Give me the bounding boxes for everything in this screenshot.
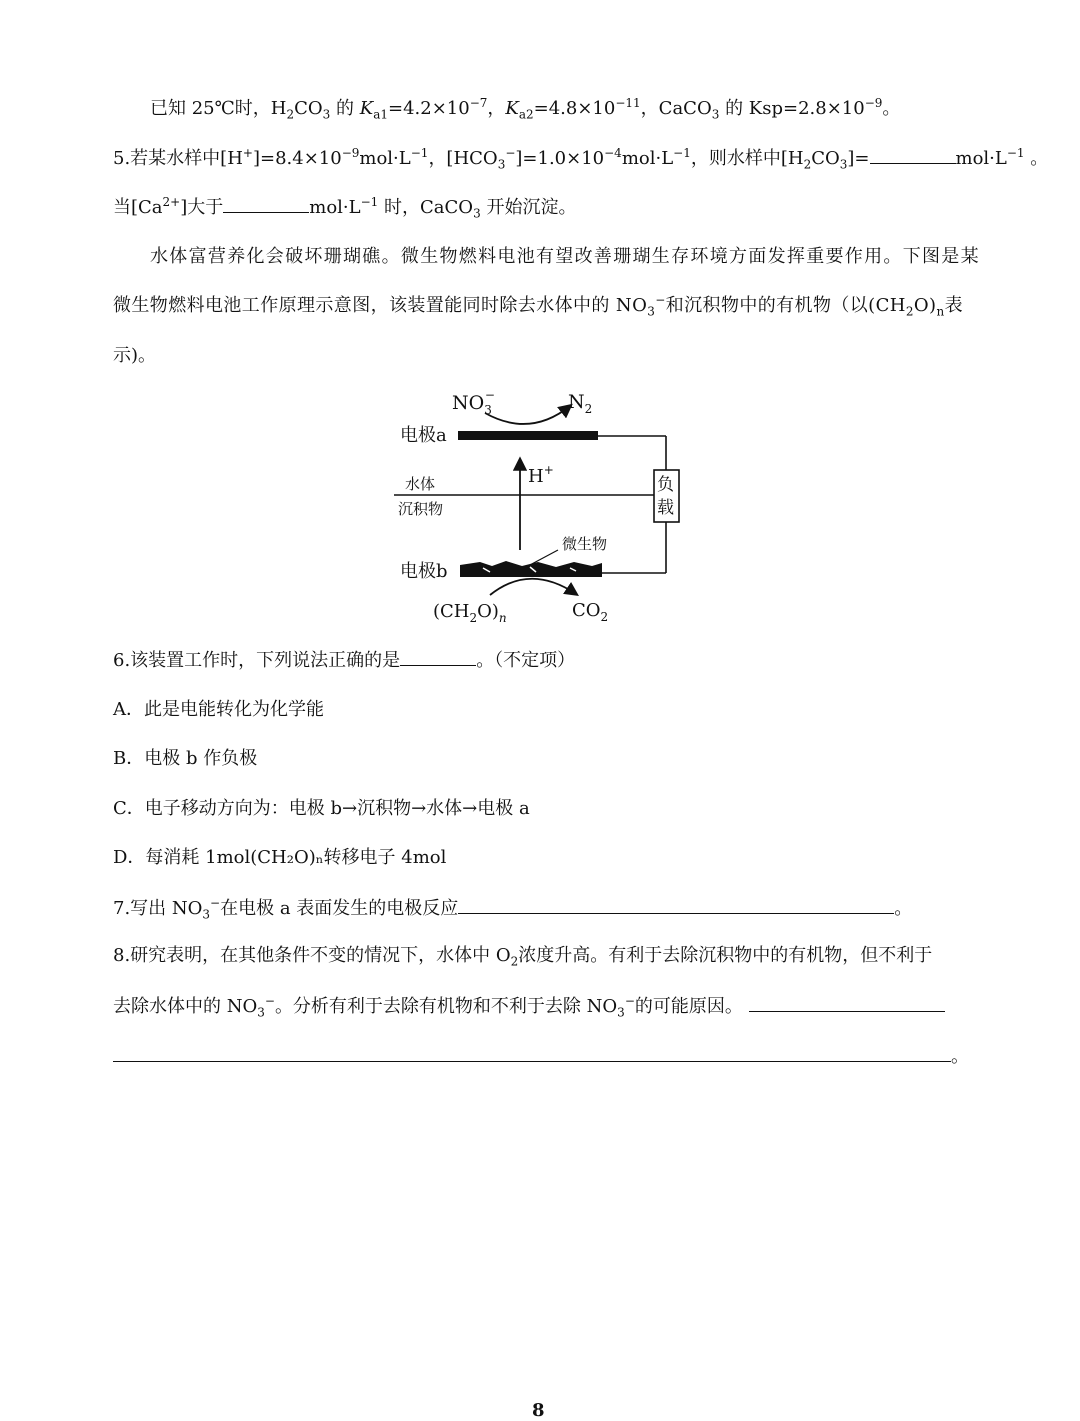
q5-text-b: ]=8.4×10 (252, 148, 342, 169)
electrode-b-label: 电极b (400, 561, 448, 582)
q6-stem (113, 647, 575, 674)
q8-answer-blank-2[interactable] (113, 1043, 951, 1062)
load-char-1: 负 (657, 475, 674, 495)
given-h2co3: CO (294, 98, 323, 119)
q5-unit3: mol·L (309, 197, 361, 218)
intro-line2: 微生物燃料电池工作原理示意图，该装置能同时除去水体中的 $NO_3^-$和沉积物中的有机物（以$(CH_2O)_n$表 (113, 293, 964, 319)
intro-text-3: 示)。 (113, 345, 157, 366)
q6-stem-text: 6.该装置工作时，下列说法正确的是 (113, 650, 401, 671)
given-constants: 已知 25℃时，$H_2CO_3$ 的 $K_{a1}=4.2\times 10^{-7}$，$K_{a2}=4.8\times 10^{-11}$，CaCO$_3$ 的 $Ksp=2.8\times 10^{-9}$。 (150, 96, 901, 122)
q5-caco3: 时，CaCO (378, 197, 474, 218)
intro-text-2b: 和沉积物中的有机物（以(CH (665, 295, 906, 316)
microbe-label: 微生物 (562, 535, 608, 553)
ksp-exp: −9 (864, 96, 883, 110)
q5-line2: 当$[Ca^{2+}]$大于 $mol\cdot L^{-1}$ 时，CaCO$_3$ 开始沉淀。 (113, 195, 577, 221)
q8-end: 。 (951, 1046, 969, 1067)
water-label: 水体 (405, 475, 436, 493)
q5-text-e: ，则水样中[H (690, 148, 804, 169)
reduction-arrow (485, 406, 570, 424)
q5-text-f: CO (811, 148, 840, 169)
electrode-a-label: 电极a (400, 425, 447, 446)
q5-ca-text: 当[Ca (113, 197, 163, 218)
q6-option-b: B．电极 b 作负极 (113, 748, 258, 769)
co2-label: $CO_2$ (572, 600, 609, 624)
ksp-text: 的 Ksp=2.8×10 (719, 98, 865, 119)
load-char-2: 载 (657, 498, 674, 518)
given-end: 。 (882, 98, 901, 119)
q5-precip: 开始沉淀。 (480, 197, 577, 218)
q8-answer-blank-1[interactable] (749, 993, 945, 1012)
q8-text-1a: 8.研究表明，在其他条件不变的情况下，水体中 O (113, 945, 511, 966)
q5-exp2: −4 (604, 146, 622, 160)
q7: 7.写出 $NO_3^-$在电极 a 表面发生的电极反应 。 (113, 896, 913, 922)
intro-text-1: 水体富营养化会破坏珊瑚礁。微生物燃料电池有望改善珊瑚生存环境方面发挥重要作用。下图是某 (150, 246, 980, 267)
ka1-exp: −7 (469, 96, 488, 110)
q5-line1: 5.若某水样中$[H^+]=8.4\times 10^{-9}mol\cdot L^{-1}$，$[HCO_3^-]=1.0\times 10^{-4}mol\cdot L^{-1}$，则水样中$[H_2CO_3]= mol\cdot L^{-1}$ 。 (113, 146, 1049, 172)
q8-text-1b: 浓度升高。有利于去除沉积物中的有机物，但不利于 (518, 945, 933, 966)
q5-text-g: ]= (847, 148, 870, 169)
q5-unit1: mol·L (359, 148, 411, 169)
q8-text-2a: 去除水体中的 NO (113, 996, 258, 1017)
q6-option-a: A．此是电能转化为化学能 (113, 699, 324, 720)
q7-text-b: 在电极 a 表面发生的电极反应 (220, 898, 459, 919)
electrode-b (460, 561, 602, 577)
ka1-label: K (359, 98, 374, 119)
q5-text-d: ]=1.0×10 (515, 148, 605, 169)
q5-end: 。 (1024, 148, 1049, 169)
n2-label: $N_2$ (568, 391, 593, 416)
intro-text-2a: 微生物燃料电池工作原理示意图，该装置能同时除去水体中的 NO (113, 295, 648, 316)
ka2-value: =4.8×10 (533, 98, 616, 119)
no3-label: $NO_3-$ (452, 388, 495, 417)
organic-label: $(CH_2O)_n$ (433, 601, 507, 625)
oxidation-arrow (490, 579, 576, 595)
q7-text-a: 7.写出 NO (113, 898, 203, 919)
q6-option-d: D．每消耗 1mol(CH₂O)ₙ转移电子 4mol (113, 847, 447, 868)
page-number: 8 (532, 1400, 545, 1421)
q6-answer-blank[interactable] (400, 647, 476, 666)
ka2-exp: −11 (615, 96, 641, 110)
ka2-label: K (505, 98, 519, 119)
q7-answer-blank[interactable] (458, 895, 894, 914)
q8-text-2c: 的可能原因。 (634, 996, 743, 1017)
intro-line1 (150, 244, 980, 270)
given-ka1-pre: 的 (330, 98, 360, 119)
q5-answer-blank-1[interactable] (870, 145, 956, 164)
intro-text-2c: O) (913, 295, 937, 316)
q8-line3 (113, 1043, 969, 1070)
q5-unit-end: mol·L (955, 148, 1007, 169)
q8-text-2b: 。分析有利于去除有机物和不利于去除 NO (274, 996, 618, 1017)
given-caco3: ，CaCO (640, 98, 712, 119)
ka1-sub: a1 (373, 107, 388, 122)
q5-text-a: 5.若某水样中[H (113, 148, 243, 169)
q5-unit2: mol·L (621, 148, 674, 169)
q7-end: 。 (894, 898, 913, 919)
sediment-label: 沉积物 (398, 500, 444, 518)
intro-text-2d: 表 (944, 295, 964, 316)
h-plus-label: H+ (528, 463, 554, 487)
q5-exp1: −9 (341, 146, 360, 160)
q8-line2: 去除水体中的 $NO_3^-$。分析有利于去除有机物和不利于去除 $NO_3^-$的可能原因。 (113, 993, 945, 1020)
ka1-value: =4.2×10 (387, 98, 470, 119)
q6-option-c: C．电子移动方向为：电极 b→沉积物→水体→电极 a (113, 798, 530, 819)
q5-text-c: ，[HCO (428, 148, 498, 169)
ka2-sub: a2 (518, 107, 534, 122)
q5-ca-text-b: ]大于 (180, 197, 224, 218)
fuel-cell-diagram (380, 380, 700, 630)
electrode-a (458, 431, 598, 440)
given-prefix: 已知 25℃时，H (150, 98, 287, 119)
q8-line1: 8.研究表明，在其他条件不变的情况下，水体中 $O_2$浓度升高。有利于去除沉积物中的有机物，但不利于 (113, 945, 933, 969)
intro-line3 (113, 343, 156, 369)
q5-answer-blank-2[interactable] (223, 194, 309, 213)
q6-stem-end: 。（不定项） (476, 650, 576, 671)
